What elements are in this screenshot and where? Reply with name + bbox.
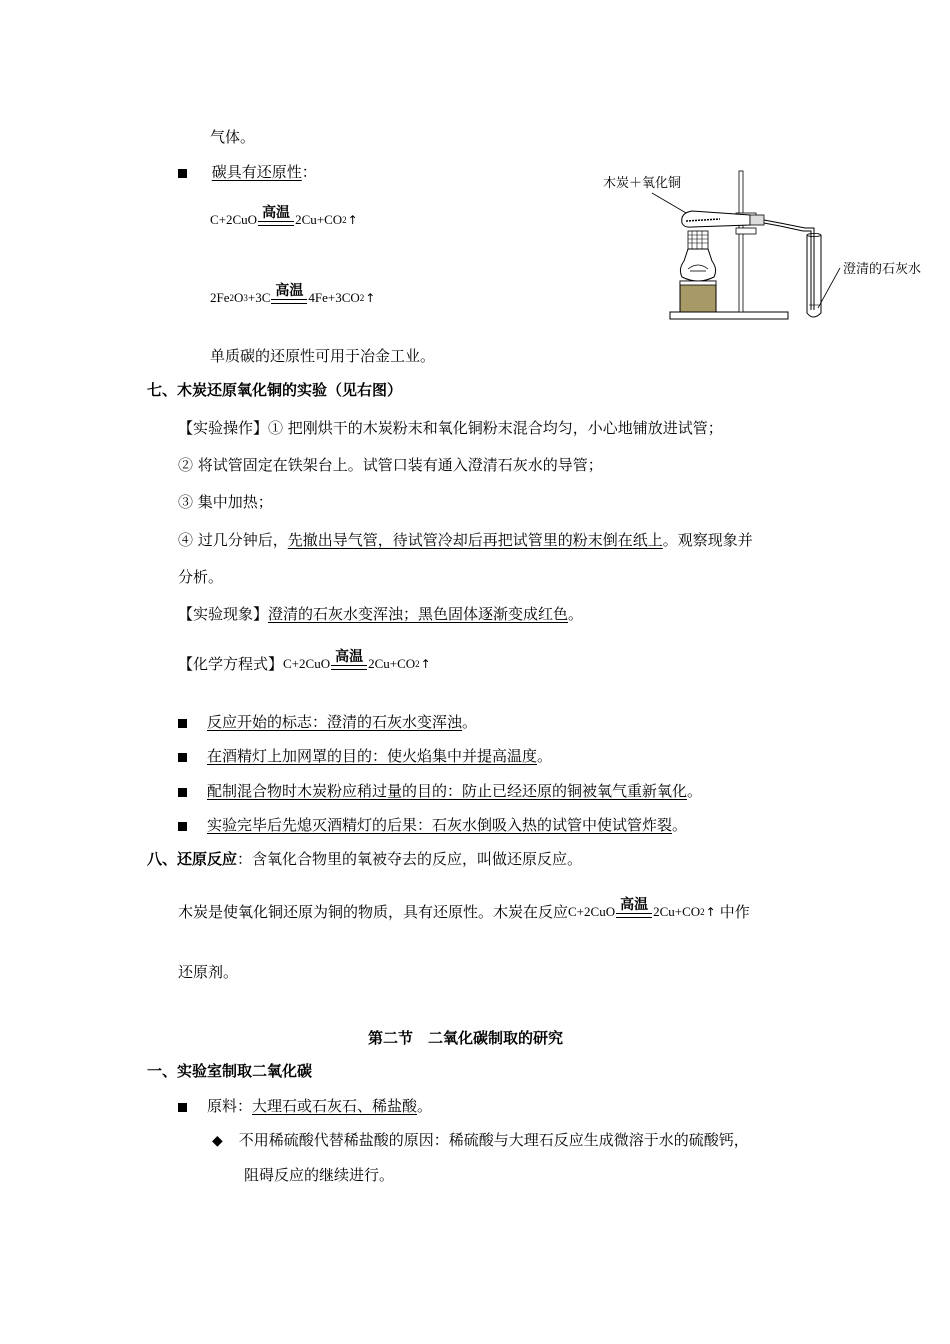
- label-limewater: 澄清的石灰水: [843, 262, 922, 277]
- square-bullet-icon: [178, 788, 187, 797]
- text-metallurgy: 单质碳的还原性可用于冶金工业。: [210, 347, 436, 365]
- bullet-materials: 原料：大理石或石灰石、稀盐酸。: [178, 1096, 432, 1116]
- no-sulfuric-acid-reason: ◆ 不用稀硫酸代替稀盐酸的原因：稀硫酸与大理石反应生成微溶于水的硫酸钙，: [212, 1131, 749, 1149]
- equation-fe2o3-c: 2Fe 2 O 3 +3C 高温 4Fe+3CO 2 ↑: [210, 284, 375, 308]
- text-gas: 气体。: [210, 128, 256, 146]
- charcoal-reducing-agent: 木炭是使氧化铜还原为铜的物质，具有还原性。木炭在反应 C+2CuO 高温 2Cu+CO 2 ↑ 中作: [178, 897, 750, 921]
- bullet-lamp-first: 实验完毕后先熄灭酒精灯的后果：石灰水倒吸入热的试管中使试管炸裂。: [178, 815, 687, 835]
- operation-step-4-cont: 分析。: [178, 568, 224, 586]
- operation-step-2: ② 将试管固定在铁架台上。试管口装有通入澄清石灰水的导管；: [178, 456, 603, 474]
- bullet-reaction-start: 反应开始的标志：澄清的石灰水变浑浊。: [178, 712, 477, 732]
- operation-step-1: 【实验操作】① 把刚烘干的木炭粉末和氧化铜粉末混合均匀，小心地铺放进试管；: [178, 419, 723, 437]
- equation-c-cuo: C+2CuO 高温 2Cu+CO 2 ↑: [210, 206, 358, 230]
- square-bullet-icon: [178, 822, 187, 831]
- gas-arrow-icon: ↑: [365, 291, 376, 305]
- square-bullet-icon: [178, 719, 187, 728]
- bullet-excess-charcoal: 配制混合物时木炭粉应稍过量的目的：防止已经还原的铜被氧气重新氧化。: [178, 781, 702, 801]
- operation-step-4: ④ 过几分钟后，先撤出导气管，待试管冷却后再把试管里的粉末倒在纸上。观察现象并: [178, 531, 753, 549]
- lab-co2-title: 一、实验室制取二氧化碳: [147, 1062, 313, 1080]
- chemical-equation-line: 【化学方程式】 C+2CuO 高温 2Cu+CO 2 ↑: [178, 649, 431, 673]
- square-bullet-icon: [178, 169, 187, 178]
- section-8: 八、还原反应：含氧化合物里的氧被夺去的反应，叫做还原反应。: [147, 850, 583, 868]
- charcoal-cuo-apparatus-figure: [600, 165, 940, 330]
- gas-arrow-icon: ↑: [347, 213, 358, 227]
- section-7-title: 七、木炭还原氧化铜的实验（见右图）: [147, 381, 403, 399]
- chapter-2-title: 第二节 二氧化碳制取的研究: [368, 1029, 564, 1047]
- experiment-phenomena: 【实验现象】澄清的石灰水变浑浊；黑色固体逐渐变成红色。: [178, 605, 584, 623]
- reaction-condition: 高温: [616, 898, 652, 922]
- gas-arrow-icon: ↑: [420, 657, 431, 671]
- reaction-condition: 高温: [258, 206, 294, 230]
- square-bullet-icon: [178, 1103, 187, 1112]
- bullet-reducing: 碳具有还原性：: [178, 162, 317, 182]
- bullet-wire-gauze: 在酒精灯上加网罩的目的：使火焰集中并提高温度。: [178, 746, 552, 766]
- label-charcoal-cuo: 木炭＋氧化铜: [603, 176, 682, 191]
- operation-step-3: ③ 集中加热；: [178, 493, 273, 511]
- reaction-condition: 高温: [331, 650, 367, 674]
- charcoal-reducing-agent-cont: 还原剂。: [178, 963, 239, 981]
- square-bullet-icon: [178, 753, 187, 762]
- reaction-condition: 高温: [271, 284, 307, 308]
- reducing-title: 碳具有还原性: [211, 163, 302, 181]
- no-sulfuric-acid-reason-cont: 阻碍反应的继续进行。: [244, 1166, 395, 1184]
- diamond-bullet-icon: ◆: [212, 1133, 223, 1149]
- gas-arrow-icon: ↑: [705, 905, 716, 919]
